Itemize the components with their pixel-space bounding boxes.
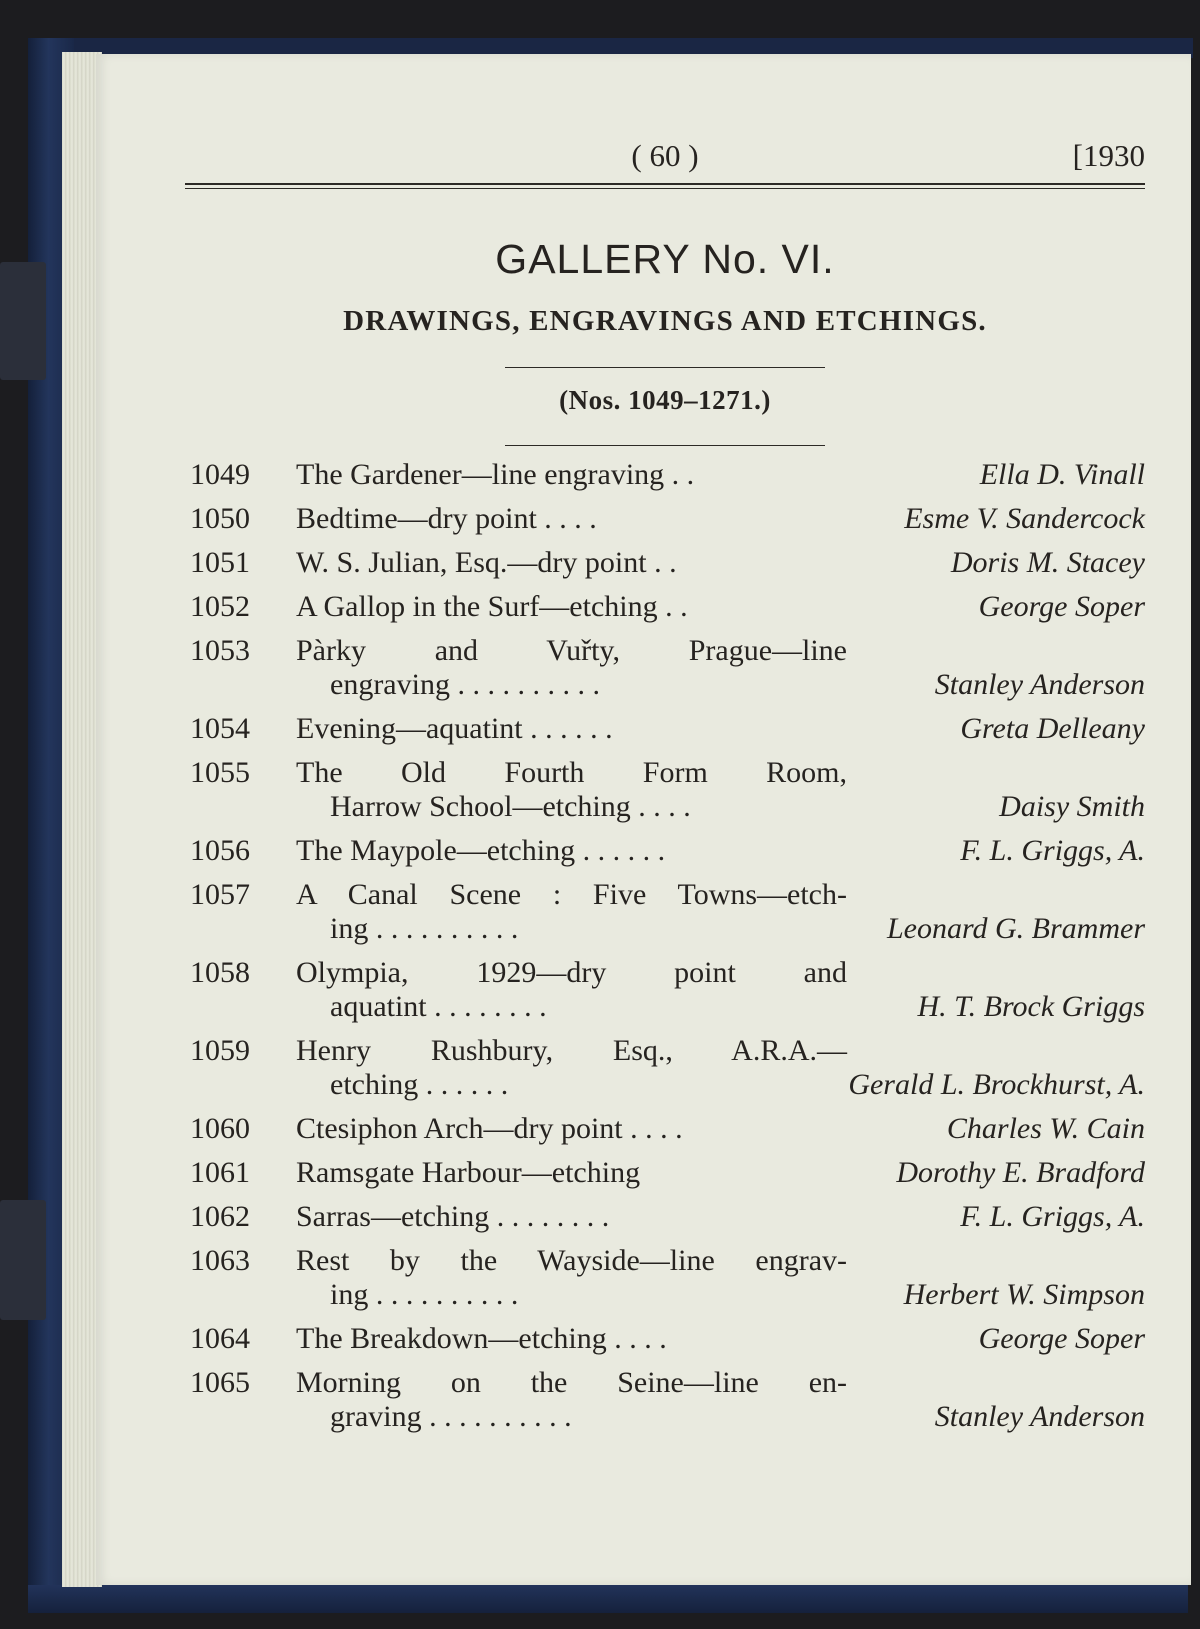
entry-number: 1057 bbox=[190, 878, 250, 911]
entry-title: Bedtime—dry point . . . . bbox=[296, 502, 597, 535]
entry-title-continued: engraving . . . . . . . . . . bbox=[330, 668, 600, 701]
catalogue-entry bbox=[190, 834, 1145, 868]
running-head bbox=[185, 138, 1145, 178]
entry-artist: Leonard G. Brammer bbox=[886, 912, 1145, 945]
entry-number: 1050 bbox=[190, 502, 250, 535]
entry-number: 1058 bbox=[190, 956, 250, 989]
entry-number: 1051 bbox=[190, 546, 250, 579]
entry-artist: Daisy Smith bbox=[999, 790, 1145, 823]
entry-title-continued: Harrow School—etching . . . . bbox=[330, 790, 691, 823]
entry-artist: Greta Delleany bbox=[960, 712, 1145, 745]
section-subtitle: DRAWINGS, ENGRAVINGS AND ETCHINGS. bbox=[343, 305, 987, 337]
entry-number: 1064 bbox=[190, 1322, 250, 1355]
entry-title: The Gardener—line engraving . . bbox=[296, 458, 695, 491]
catalogue-entry bbox=[190, 1244, 1145, 1312]
entry-title: Pàrky and Vuřty, Prague—line bbox=[296, 634, 847, 667]
entry-number: 1060 bbox=[190, 1112, 250, 1145]
entry-title-continued: ing . . . . . . . . . . bbox=[330, 912, 519, 945]
entry-artist: Ella D. Vinall bbox=[979, 458, 1145, 491]
entry-artist: Dorothy E. Bradford bbox=[896, 1156, 1145, 1189]
entry-number: 1065 bbox=[190, 1366, 250, 1399]
entry-number: 1062 bbox=[190, 1200, 250, 1233]
entry-artist: Gerald L. Brockhurst, A. bbox=[848, 1068, 1145, 1101]
entry-title-continued: aquatint . . . . . . . . bbox=[330, 990, 547, 1023]
entry-title-continued: ing . . . . . . . . . . bbox=[330, 1278, 519, 1311]
catalogue-entry bbox=[190, 546, 1145, 580]
entry-artist: George Soper bbox=[978, 590, 1145, 623]
catalogue-entry bbox=[190, 634, 1145, 702]
entry-artist: Stanley Anderson bbox=[934, 1400, 1145, 1433]
header-rule bbox=[185, 183, 1145, 189]
binding-tab-lower bbox=[0, 1200, 46, 1320]
catalogue-entry bbox=[190, 1156, 1145, 1190]
entry-title: Henry Rushbury, Esq., A.R.A.— bbox=[296, 1034, 847, 1067]
entry-title: A Canal Scene : Five Towns—etch- bbox=[296, 878, 847, 911]
catalogue-entry bbox=[190, 590, 1145, 624]
entry-artist: Stanley Anderson bbox=[934, 668, 1145, 701]
entry-title: Evening—aquatint . . . . . . bbox=[296, 712, 613, 745]
year-marker: [1930 bbox=[1072, 138, 1145, 173]
entry-number: 1056 bbox=[190, 834, 250, 867]
entry-number: 1061 bbox=[190, 1156, 250, 1189]
entry-number: 1054 bbox=[190, 712, 250, 745]
binding-tab-upper bbox=[0, 262, 46, 380]
entry-artist: Herbert W. Simpson bbox=[903, 1278, 1145, 1311]
catalogue-range: (Nos. 1049–1271.) bbox=[559, 385, 771, 415]
entry-title: W. S. Julian, Esq.—dry point . . bbox=[296, 546, 677, 579]
gallery-title: GALLERY No. VI. bbox=[495, 236, 835, 282]
entry-number: 1055 bbox=[190, 756, 250, 789]
entry-number: 1053 bbox=[190, 634, 250, 667]
catalogue-entry bbox=[190, 1034, 1145, 1102]
entry-artist: Esme V. Sandercock bbox=[904, 502, 1145, 535]
catalogue-entry bbox=[190, 712, 1145, 746]
entry-artist: Doris M. Stacey bbox=[950, 546, 1145, 579]
catalogue-entry bbox=[190, 1366, 1145, 1434]
entry-title: The Maypole—etching . . . . . . bbox=[296, 834, 666, 867]
catalogue-entry bbox=[190, 1200, 1145, 1234]
catalogue-entry bbox=[190, 458, 1145, 492]
entry-artist: H. T. Brock Griggs bbox=[917, 990, 1145, 1023]
catalogue-entry bbox=[190, 502, 1145, 536]
entry-number: 1063 bbox=[190, 1244, 250, 1277]
divider-rule-upper bbox=[505, 367, 825, 368]
entry-title: A Gallop in the Surf—etching . . bbox=[296, 590, 688, 623]
entry-number: 1052 bbox=[190, 590, 250, 623]
catalogue-entries bbox=[190, 458, 1145, 1444]
catalogue-entry bbox=[190, 1322, 1145, 1356]
entry-title: Rest by the Wayside—line engrav- bbox=[296, 1244, 847, 1277]
catalogue-entry bbox=[190, 1112, 1145, 1146]
entry-artist: George Soper bbox=[978, 1322, 1145, 1355]
entry-title: The Breakdown—etching . . . . bbox=[296, 1322, 667, 1355]
entry-title: Olympia, 1929—dry point and bbox=[296, 956, 847, 989]
book-binding-bottom bbox=[28, 1585, 1188, 1613]
catalogue-entry bbox=[190, 878, 1145, 946]
entry-title: Sarras—etching . . . . . . . . bbox=[296, 1200, 610, 1233]
entry-title: Ctesiphon Arch—dry point . . . . bbox=[296, 1112, 683, 1145]
catalogue-entry bbox=[190, 756, 1145, 824]
entry-title: Morning on the Seine—line en- bbox=[296, 1366, 847, 1399]
entry-title: Ramsgate Harbour—etching bbox=[296, 1156, 641, 1189]
entry-number: 1059 bbox=[190, 1034, 250, 1067]
entry-artist: F. L. Griggs, A. bbox=[960, 1200, 1145, 1233]
divider-rule-lower bbox=[505, 445, 825, 446]
catalogue-entry bbox=[190, 956, 1145, 1024]
entry-artist: Charles W. Cain bbox=[946, 1112, 1145, 1145]
entry-title: The Old Fourth Form Room, bbox=[296, 756, 847, 789]
page-number: ( 60 ) bbox=[631, 138, 699, 173]
entry-artist: F. L. Griggs, A. bbox=[960, 834, 1145, 867]
entry-number: 1049 bbox=[190, 458, 250, 491]
entry-title-continued: etching . . . . . . bbox=[330, 1068, 509, 1101]
entry-title-continued: graving . . . . . . . . . . bbox=[330, 1400, 572, 1433]
